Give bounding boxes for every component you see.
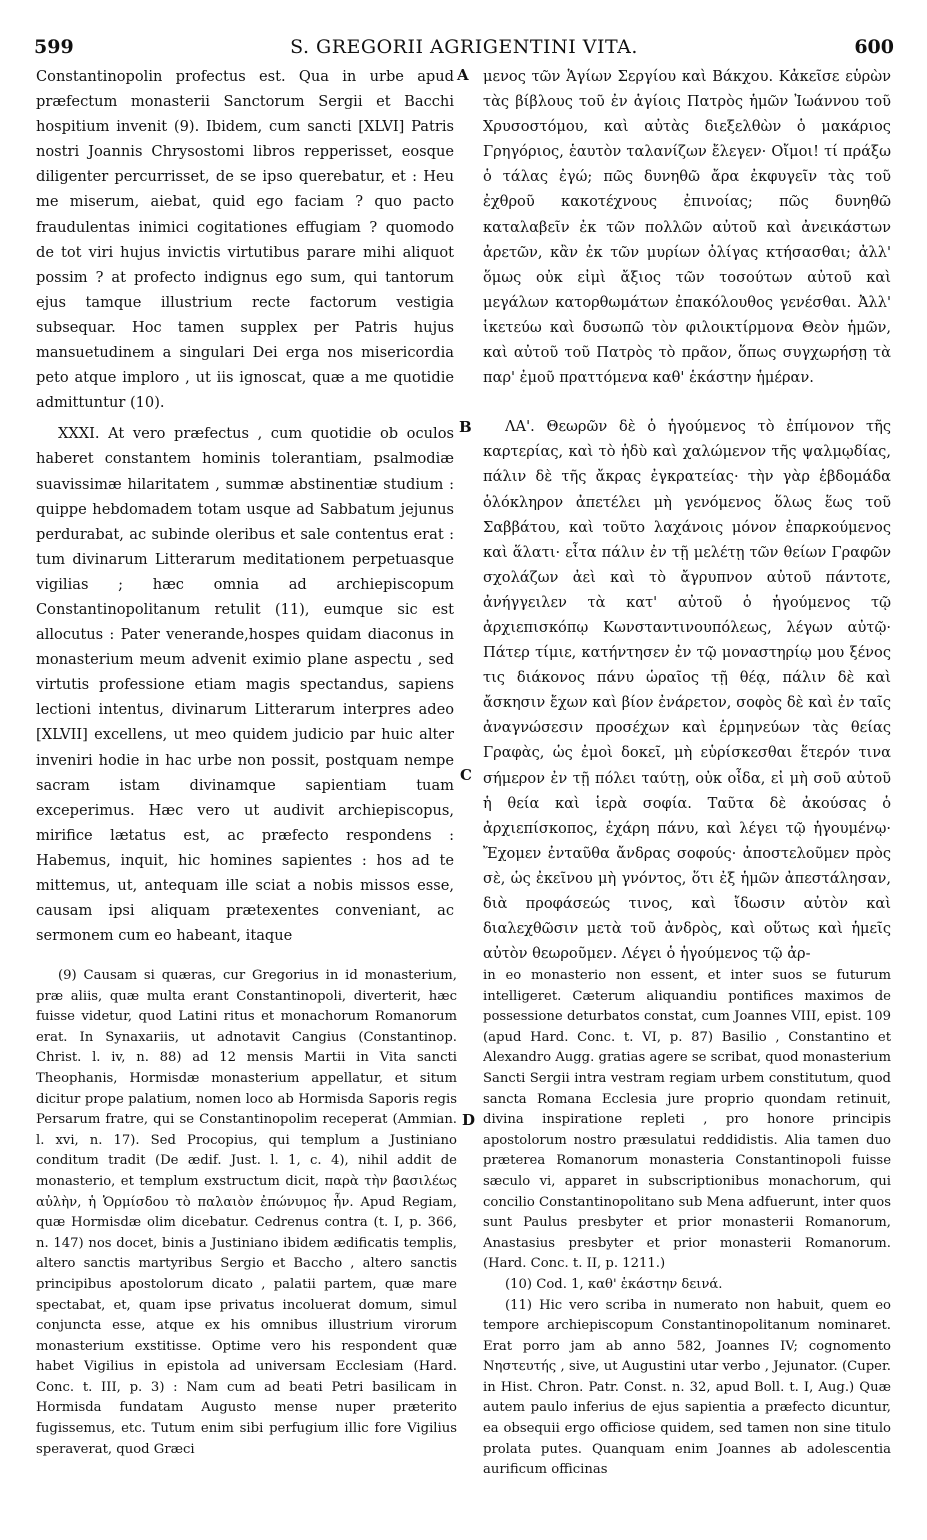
greek-paragraph-2: ΛΑ'. Θεωρῶν δὲ ὁ ἡγούμενος τὸ ἐπίμονον τῆς καρτερίας, καὶ τὸ ἡδὺ καὶ χαλώμενον τῆς ψαλμῳδίας, πάλιν δὲ τῆς ἄκρας ἐγκρατείας· τὴν γὰρ ἑβδομάδα ὁλόκληρον ἀπετέλει μὴ γενόμενος ὅλως ἕως τοῦ Σαββάτου, καὶ τοῦτο λαχάνοις μόνον ἐπαρκούμενος καὶ ἅλατι· εἶτα πάλιν ἐν τῇ μελέτῃ τῶν θείων Γραφῶν σχολάζων ἀεὶ καὶ τὸ ἄγρυπνον αὐτοῦ πάντοτε, ἀνήγγειλεν τὰ κατ' αὐτοῦ ὁ ἡγούμενος τῷ ἀρχιεπισκόπῳ Κωνσταντινουπόλεως, λέγων αὐτῷ· Πάτερ τίμιε, κατήντησεν ἐν τῷ μοναστηρίῳ μου ξένος τις διάκονος πάνυ ὡραῖος τῇ θέᾳ, πάλιν δὲ καὶ ἄσκησιν ἔχων καὶ βίον ἐνάρετον, σοφὸς δὲ καὶ ἐν ταῖς ἀναγνώσεσιν προσέχων καὶ ἑρμηνεύων τὰς θείας Γραφὰς, ὡς ἐμοὶ δοκεῖ, μὴ εὑρίσκεσθαι ἕτερόν τινα σήμερον ἐν τῇ πόλει ταύτῃ, οὐκ οἶδα, εἰ μὴ σοῦ αὐτοῦ ἡ θεία καὶ ἱερὰ σοφία. Ταῦτα δὲ ἀκούσας ὁ ἀρχιεπίσκοπος, ἐχάρη πάνυ, καὶ λέγει τῷ ἡγουμένῳ· Ἔχομεν ἐνταῦθα ἄνδρας σοφούς· ἀποστελοῦμεν πρὸς σὲ, ὡς ἐκεῖνου μὴ γνόντος, ὅτι ἐξ ἡμῶν ἀπεστάλησαν, διὰ προφάσεώς τινος, καὶ ἴδωσιν αὐτὸν καὶ διαλεχθῶσιν μετὰ τοῦ ἀνδρὸς, καὶ οὕτως καὶ ἡμεῖς αὐτὸν θεωροῦμεν. Λέγει ὁ ἡγούμενος τῷ ἀρ- <box>483 418 891 963</box>
footnotes-left-column <box>36 966 457 1526</box>
footnote-10: (10) Cod. 1, καθ' ἑκάστην δεινά. <box>505 1276 723 1292</box>
page-header <box>34 36 894 62</box>
margin-letter-d: D <box>462 1111 476 1129</box>
latin-paragraph-1: Constantinopolin profectus est. Qua in urbe apud præfectum monasterii Sanctorum Sergii et Bacchi hospitium invenit (9). Ibidem, cum sancti [XLVI] Patris nostri Joannis Chrysostomi libros repperisset, eosque diligenter percurrisset, de se ipso querebatur, et : Heu me miserum, aiebat, quid ego faciam ? quo pacto fraudulentas inimici cogitationes effugiam ? quomodo de tot viri hujus invictis virtutibus parare mihi aliquot possim ? at profecto indignus ego sum, qui tantorum ejus tamque illustrium recte factorum vestigia subsequar. Hoc tamen supplex per Patris hujus mansuetudinem a singulari Dei erga nos misericordia peto atque imploro , ut iis ignoscat, quæ a me quotidie admittuntur (10). <box>36 68 454 412</box>
margin-letter-b: B <box>459 418 472 436</box>
latin-column <box>36 64 454 964</box>
footnotes-right-column <box>483 966 891 1526</box>
running-title: S. GREGORII AGRIGENTINI VITA. <box>290 36 638 58</box>
footnote-11: (11) Hic vero scriba in numerato non habuit, quem eo tempore archiepiscopum Constantinopolitanum nominaret. Erat porro jam ab anno 582, Joannes IV; cognomento Νηστευτής , sive, ut Augustini utar verbo , Jejunator. (Cuper. in Hist. Chron. Patr. Const. n. 32, apud Boll. t. I, Aug.) Quæ autem paulo inferius de ejus sapientia a præfecto dicuntur, ea obsequii ergo officiose quidem, sed tamen non sine titulo prolata putes. Quanquam enim Joannes ab adolescentia aurificum officinas <box>483 1297 891 1478</box>
margin-letter-c: C <box>460 766 472 784</box>
left-page-number: 599 <box>34 36 74 58</box>
right-page-number: 600 <box>854 36 894 58</box>
footnote-9-continued: in eo monasterio non essent, et inter suos se futurum intelligeret. Cæterum aliquandiu pontifices maximos de possessione deturbatos constat, cum Joannes VIII, epist. 109 (apud Hard. Conc. t. VI, p. 87) Basilio , Constantino et Alexandro Augg. gratias agere se scribat, quod monasterium Sancti Sergii intra vestram regiam urbem constitutum, quod sancta Romana Ecclesia jure proprio quondam retinuit, divina inspiratione repleti , pro honore principis apostolorum nostro præsulatui reddidistis. Alia tamen duo præterea Romanorum monasteria Constantinopoli fuisse sæculo vi, apparet in subscriptionibus monachorum, qui concilio Constantinopolitano sub Mena adfuerunt, inter quos sunt Paulus presbyter et prior monasterii Romanorum, Anastasius presbyter et prior monasterii Romanorum. (Hard. Conc. t. II, p. 1211.) <box>483 968 891 1272</box>
notes-divider <box>36 960 891 961</box>
greek-column <box>483 64 891 964</box>
footnote-9: (9) Causam si quæras, cur Gregorius in id monasterium, præ aliis, quæ multa erant Constantinopoli, diverterit, hæc fuisse videtur, quod Latini ritus et monachorum Romanorum erat. In Synaxariis, ut adnotavit Cangius (Constantinop. Christ. l. iv, n. 88) ad 12 mensis Martii in Vita sancti Theophanis, Hormisdæ monasterium appellatur, et situm dicitur prope palatium, nomen loco ab Hormisda Saporis regis Persarum fratre, qui se Constantinopolim receperat (Ammian. l. xvi, n. 17). Sed Procopius, qui templum a Justiniano conditum tradit (De ædif. Just. l. 1, c. 4), nihil addit de monasterio, et templum exstructum dicit, παρὰ τὴν βασιλέως αὐλὴν, ἡ Ὁρμίσδου τὸ παλαιὸν ἐπώνυμος ἦν. Apud Regiam, quæ Hormisdæ olim dicebatur. Cedrenus contra (t. I, p. 366, n. 147) nos docet, binis a Justiniano ibidem ædificatis templis, altero sanctis martyribus Sergio et Baccho , altero sanctis principibus apostolorum dicato , palatii partem, quæ mare spectabat, et, quam ipse privatus incoluerat domum, simul conjuncta esse, atque ex his omnibus illustrium virorum monasterium exstitisse. Optime vero his respondent quæ habet Vigilius in epistola ad universam Ecclesiam (Hard. Conc. t. III, p. 3) : Nam cum ad beati Petri basilicam in Hormisda fundatam Augusto mense nuper præterito fugissemus, etc. Tutum enim sibi perfugium illic fore Vigilius speraverat, quod Græci <box>36 968 457 1457</box>
margin-letter-a: A <box>457 66 469 84</box>
greek-paragraph-1: μενος τῶν Ἁγίων Σεργίου καὶ Βάκχου. Κἀκεῖσε εὑρὼν τὰς βίβλους τοῦ ἐν ἁγίοις Πατρὸς ἡμῶν Ἰωάννου τοῦ Χρυσοστόμου, καὶ αὐτὰς διεξελθὼν ὁ μακάριος Γρηγόριος, ἑαυτὸν ταλανίζων ἔλεγεν· Οἴμοι! τί πράξω ὁ τάλας ἐγώ; πῶς δυνηθῶ ἄρα ἐκφυγεῖν τὰς τοῦ ἐχθροῦ κακοτέχνους ἐπινοίας; πῶς δυνηθῶ καταλαβεῖν ἐκ τῶν πολλῶν αὐτοῦ καὶ ἀνεικάστων ἀρετῶν, κἂν ἐκ τῶν μυρίων ὀλίγας κτήσασθαι; ἀλλ' ὅμως οὐκ εἰμὶ ἄξιος τῶν τοσούτων αὐτοῦ καὶ μεγάλων κατορθωμάτων ἐπακόλουθος γενέσθαι. Ἀλλ' ἱκετεύω καὶ δυσωπῶ τὸν φιλοικτίρμονα Θεὸν ἡμῶν, καὶ αὐτοῦ τοῦ Πατρὸς τὸ πρᾶον, ὅπως συγχωρήσῃ τὰ παρ' ἐμοῦ πραττόμενα καθ' ἑκάστην ἡμέραν. <box>483 68 891 387</box>
latin-paragraph-2: XXXI. At vero præfectus , cum quotidie ob oculos haberet constantem hominis tolerantiam, psalmodiæ suavissimæ hilaritatem , summæ abstinentiæ studium : quippe hebdomadem totam usque ad Sabbatum jejunus perdurabat, ac subinde oleribus et sale contentus erat : tum divinarum Litterarum meditationem perpetuasque vigilias ; hæc omnia ad archiepiscopum Constantinopolitanum retulit (11), eumque sic est allocutus : Pater venerande,hospes quidam diaconus in monasterium meum advenit eximio plane aspectu , sed virtutis professione etiam magis spectandus, sapiens lectioni intentus, divinarum Litterarum interpres adeo [XLVII] excellens, ut meo quidem judicio par huic alter inveniri hodie in hac urbe non possit, postquam nempe sacram istam divinamque sapientiam tuam exceperimus. Hæc vero ut audivit archiepiscopus, mirifice lætatus est, ac præfecto respondens : Habemus, inquit, hic homines sapientes : hos ad te mittemus, ut, antequam ille sciat a nobis missos esse, causam ipsi aliquam prætexentes conveniant, ac sermonem cum eo habeant, itaque <box>36 425 454 945</box>
